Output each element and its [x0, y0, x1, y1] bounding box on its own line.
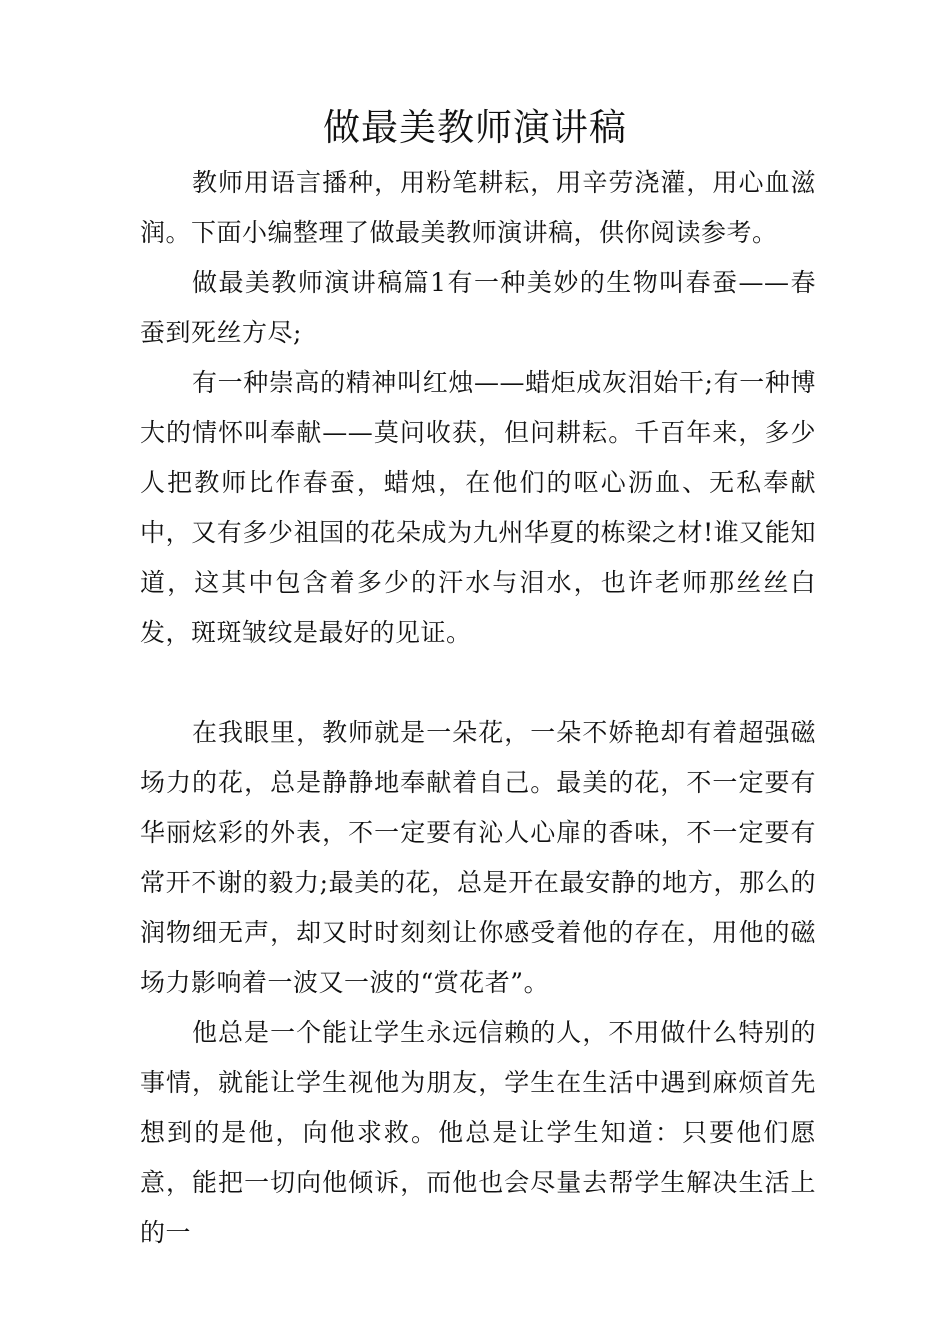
paragraph-spacer: [140, 658, 816, 708]
paragraph-section-1-opening: 做最美教师演讲稿篇1有一种美妙的生物叫春蚕——春蚕到死丝方尽;: [140, 268, 816, 347]
paragraph-dedication: 有一种崇高的精神叫红烛——蜡炬成灰泪始干;有一种博大的情怀叫奉献——莫问收获，但问耕耘。千百年来，多少人把教师比作春蚕，蜡烛，在他们的呕心沥血、无私奉献中，又有多少祖国的花朵成为九州华夏的栋梁之材!谁又能知道，这其中包含着多少的汗水与泪水，也许老师那丝丝白发，斑斑皱纹是最好的见证。: [140, 368, 816, 647]
document-body: [140, 158, 816, 1258]
paragraph-teacher-as-flower: 在我眼里，教师就是一朵花，一朵不娇艳却有着超强磁场力的花，总是静静地奉献着自己。最美的花，不一定要有华丽炫彩的外表，不一定要有沁人心扉的香味，不一定要有常开不谢的毅力;最美的花，总是开在最安静的地方，那么的润物细无声，却又时时刻刻让你感受着他的存在，用他的磁场力影响着一波又一波的“赏花者”。: [140, 718, 816, 997]
paragraph-trusted-friend: 他总是一个能让学生永远信赖的人，不用做什么特别的事情，就能让学生视他为朋友，学生在生活中遇到麻烦首先想到的是他，向他求救。他总是让学生知道：只要他们愿意，能把一切向他倾诉，而他也会尽量去帮学生解决生活上的一: [140, 1018, 816, 1247]
document-title: 做最美教师演讲稿: [323, 106, 627, 149]
paragraph-intro: 教师用语言播种，用粉笔耕耘，用辛劳浇灌，用心血滋润。下面小编整理了做最美教师演讲稿，供你阅读参考。: [140, 168, 816, 247]
